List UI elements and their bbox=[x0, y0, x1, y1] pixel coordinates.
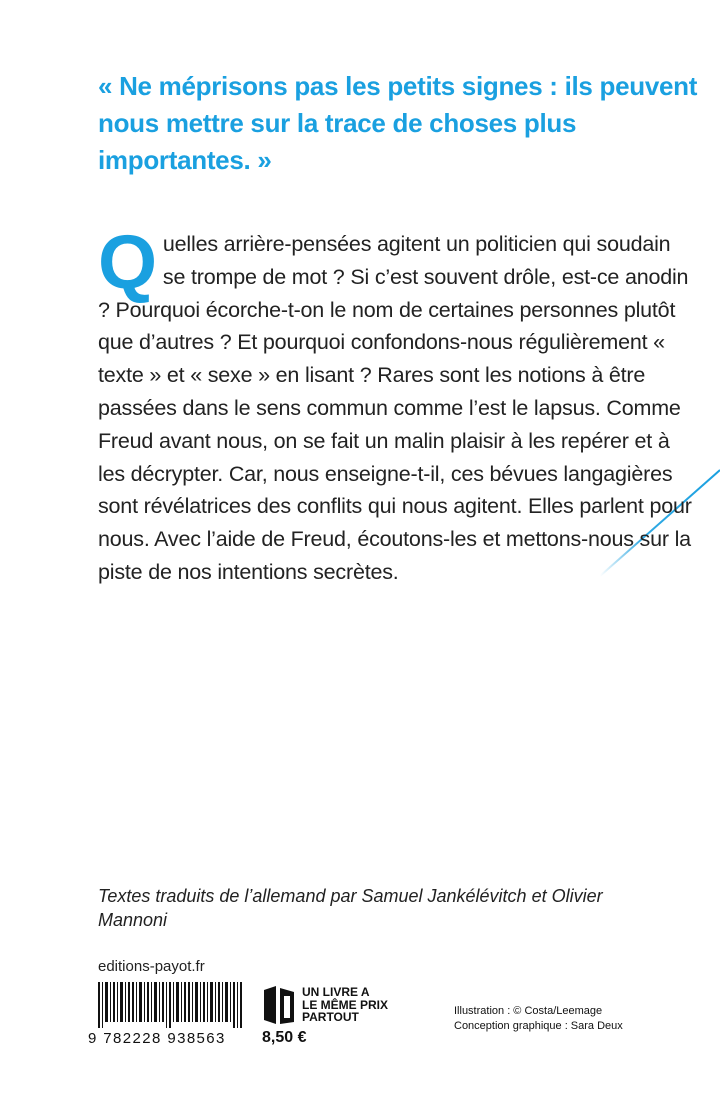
blurb-text: uelles arrière-pensées agitent un politicien qui soudain se trompe de mot ? Si c’est souvent drôle, est-ce anodin ? Pourquoi écorche-t-on le nom de certaines personnes plutôt que d’autres ? Et pourquoi confondons-nous régulièrement « texte » et « sexe » en lisant ? Rares sont les notions à être passées dans le sens commun comme l’est le lapsus. Comme Freud avant nous, on se fait un malin plaisir à les repérer et à les décrypter. Car, nous enseigne-t-il, ces bévues langagières sont révélatrices des conflits qui nous agitent. Elles parlent pour nous. Avec l’aide de Freud, écoutons-les et mettons-nous sur la piste de nos intentions secrètes. bbox=[98, 232, 692, 584]
publisher-website: editions-payot.fr bbox=[98, 958, 205, 975]
barcode-bars-icon bbox=[98, 982, 248, 1028]
book-price: 8,50 € bbox=[262, 1029, 307, 1046]
cover-quote: « Ne méprisons pas les petits signes : ils peuvent nous mettre sur la trace de choses plus importantes. » bbox=[98, 71, 698, 175]
fixed-price-line3: PARTOUT bbox=[302, 1010, 359, 1024]
blurb-paragraph bbox=[98, 220, 696, 589]
fixed-price-label bbox=[302, 986, 388, 1024]
translation-credit: Textes traduits de l’allemand par Samuel Jankélévitch et Olivier Mannoni bbox=[98, 886, 603, 930]
illustration-credit: Illustration : © Costa/Leemage bbox=[454, 1005, 603, 1017]
design-credit: Conception graphique : Sara Deux bbox=[454, 1020, 623, 1032]
fixed-price-line1: UN LIVRE A bbox=[302, 985, 370, 999]
fixed-price-line2: LE MÊME PRIX bbox=[302, 997, 389, 1012]
cover-credits bbox=[454, 1004, 684, 1034]
livre-prix-logo-icon bbox=[262, 986, 296, 1024]
drop-cap-letter: Q bbox=[98, 220, 157, 305]
isbn-digits: 9 782228 938563 bbox=[88, 1030, 226, 1047]
isbn-barcode bbox=[88, 982, 256, 1052]
